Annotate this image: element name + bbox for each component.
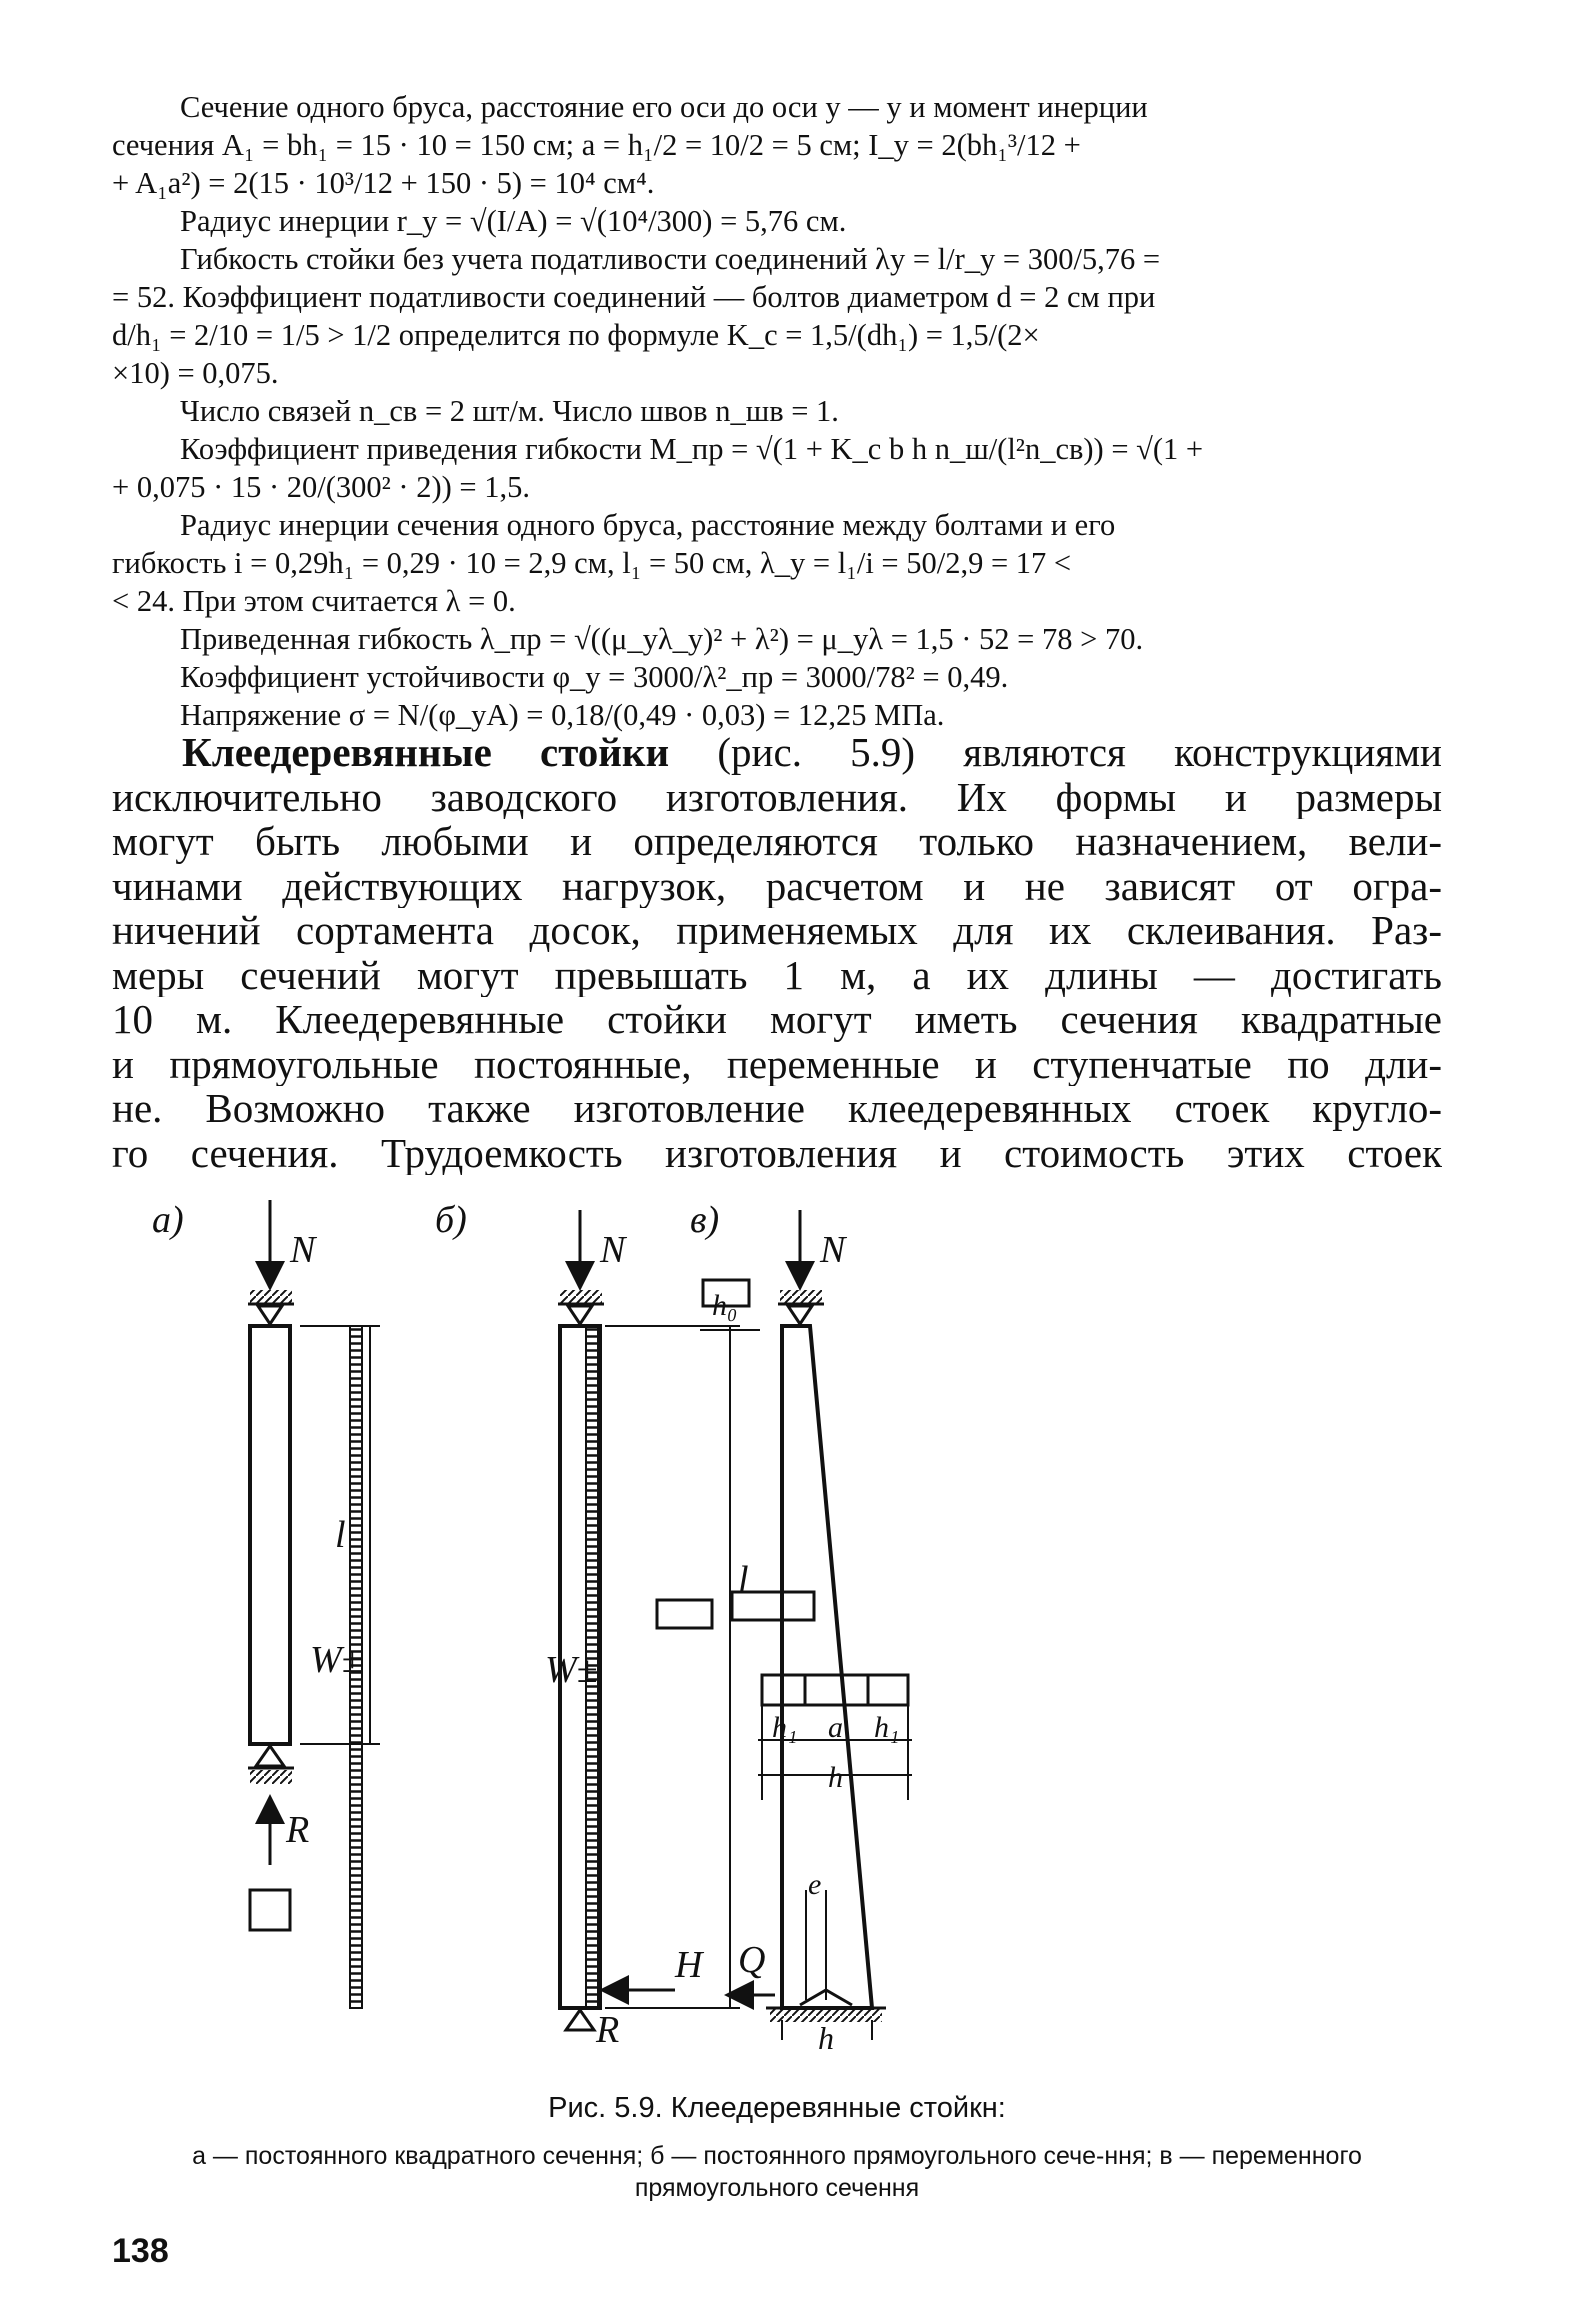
force-h: H xyxy=(675,1944,703,1986)
body-line-text: (рис. 5.9) являются конструкциями xyxy=(669,730,1442,775)
label-h1-left: h₁ xyxy=(772,1711,798,1744)
panel-c xyxy=(586,1210,912,2040)
panel-b xyxy=(350,1210,740,2030)
panel-label-a: а) xyxy=(152,1199,184,1241)
load-n-a: N xyxy=(290,1229,316,1271)
reaction-r-a: R xyxy=(286,1809,310,1851)
column-diagrams xyxy=(160,1200,1420,2040)
calc-line: ×10) = 0,075. xyxy=(112,356,279,390)
body-line: 10 м. Клеедеревянные стойки могут иметь сечения квадратные xyxy=(112,997,1442,1042)
label-h-c: h xyxy=(818,2020,834,2056)
body-line: го сечения. Трудоемкость изготовления и стоимость этих стоек xyxy=(112,1130,1442,1175)
body-line: исключительно заводского изготовления. Их формы и размеры xyxy=(112,774,1442,819)
label-a: a xyxy=(828,1711,843,1744)
panel-label-c: в) xyxy=(690,1199,720,1241)
calc-line: Число связей n_св = 2 шт/м. Число швов n_шв = 1. xyxy=(180,394,839,428)
calc-line: Гибкость стойки без учета податливости соединений λy = l/r_y = 300/5,76 = xyxy=(180,242,1161,276)
calc-line: d/h₁ = 2/10 = 1/5 > 1/2 определится по формуле K_c = 1,5/(dh₁) = 1,5/(2× xyxy=(112,318,1040,352)
label-e: e xyxy=(808,1868,822,1901)
caption-text: а — постоянного квадратного сечення; б — постоянного прямоугольного сече-ння; в — переменного прямоугольного сечення xyxy=(192,2142,1362,2202)
body-line: и прямоугольные постоянные, переменные и ступенчатые по дли- xyxy=(112,1041,1442,1086)
calc-line: Сечение одного бруса, расстояние его оси до оси y — y и момент инерции xyxy=(180,90,1148,124)
calc-line: + A₁a²) = 2(15 · 10³/12 + 150 · 5) = 10⁴ см⁴. xyxy=(112,166,655,200)
reaction-r-b: R xyxy=(596,2009,620,2051)
calc-line: Приведенная гибкость λ_пр = √((μ_yλ_y)² + λ²) = μ_yλ = 1,5 · 52 = 78 > 70. xyxy=(180,622,1144,656)
calc-line: + 0,075 · 15 · 20/(300² · 2)) = 1,5. xyxy=(112,470,530,504)
calc-line: Коэффициент устойчивости φ_y = 3000/λ²_пр = 3000/78² = 0,49. xyxy=(180,660,1009,694)
panel-label-b: б) xyxy=(435,1199,467,1241)
calc-line: гибкость i = 0,29h₁ = 0,29 · 10 = 2,9 см, l₁ = 50 см, λ_y = l₁/i = 50/2,9 = 17 < xyxy=(112,546,1072,580)
calc-line: Напряжение σ = N/(φ_yA) = 0,18/(0,49 · 0,03) = 12,25 МПа. xyxy=(180,698,945,732)
body-line: чинами действующих нагрузок, расчетом и не зависят от огра- xyxy=(112,863,1442,908)
calc-line: < 24. При этом считается λ = 0. xyxy=(112,584,516,618)
calc-line: = 52. Коэффициент податливости соединений — болтов диаметром d = 2 см при xyxy=(112,280,1156,314)
wind-w-c: W± xyxy=(545,1649,598,1691)
body-paragraph xyxy=(112,730,1442,1175)
body-line: ничений сортамента досок, применяемых для их склеивания. Раз- xyxy=(112,908,1442,953)
caption-title: Рис. 5.9. Клеедеревянные стойкн: xyxy=(548,2092,1006,2124)
load-n-b: N xyxy=(600,1229,626,1271)
force-q: Q xyxy=(738,1939,766,1981)
calc-line: Коэффициент приведения гибкости M_пр = √(1 + K_c b h n_ш/(l²n_св)) = √(1 + xyxy=(180,432,1204,466)
figure-caption xyxy=(112,2090,1442,2204)
length-l-b: l xyxy=(738,1559,749,1601)
worked-example xyxy=(112,88,1442,734)
calc-line: Радиус инерции r_y = √(I/A) = √(10⁴/300) = 5,76 см. xyxy=(180,204,847,238)
body-line: могут быть любыми и определяются только назначением, вели- xyxy=(112,819,1442,864)
length-l-a: l xyxy=(335,1514,346,1556)
bold-term: Клеедеревянные стойки xyxy=(182,730,670,775)
body-line xyxy=(112,730,1442,775)
calc-line: сечения A₁ = bh₁ = 15 · 10 = 150 см; a = h₁/2 = 10/2 = 5 см; I_y = 2(bh₁³/12 + xyxy=(112,128,1081,162)
label-h0: h₀ xyxy=(712,1289,738,1322)
wind-w-b: W± xyxy=(310,1639,363,1681)
label-h-section: h xyxy=(828,1761,843,1794)
figure-5-9 xyxy=(152,1199,1420,2056)
body-line: меры сечений могут превышать 1 м, а их длины — достигать xyxy=(112,952,1442,997)
label-h1-right: h₁ xyxy=(874,1711,900,1744)
calc-line: Радиус инерции сечения одного бруса, расстояние между болтами и его xyxy=(180,508,1116,542)
load-n-c: N xyxy=(820,1229,846,1271)
body-line: не. Возможно также изготовление клеедеревянных стоек кругло- xyxy=(112,1086,1442,1131)
page-number: 138 xyxy=(112,2232,169,2270)
